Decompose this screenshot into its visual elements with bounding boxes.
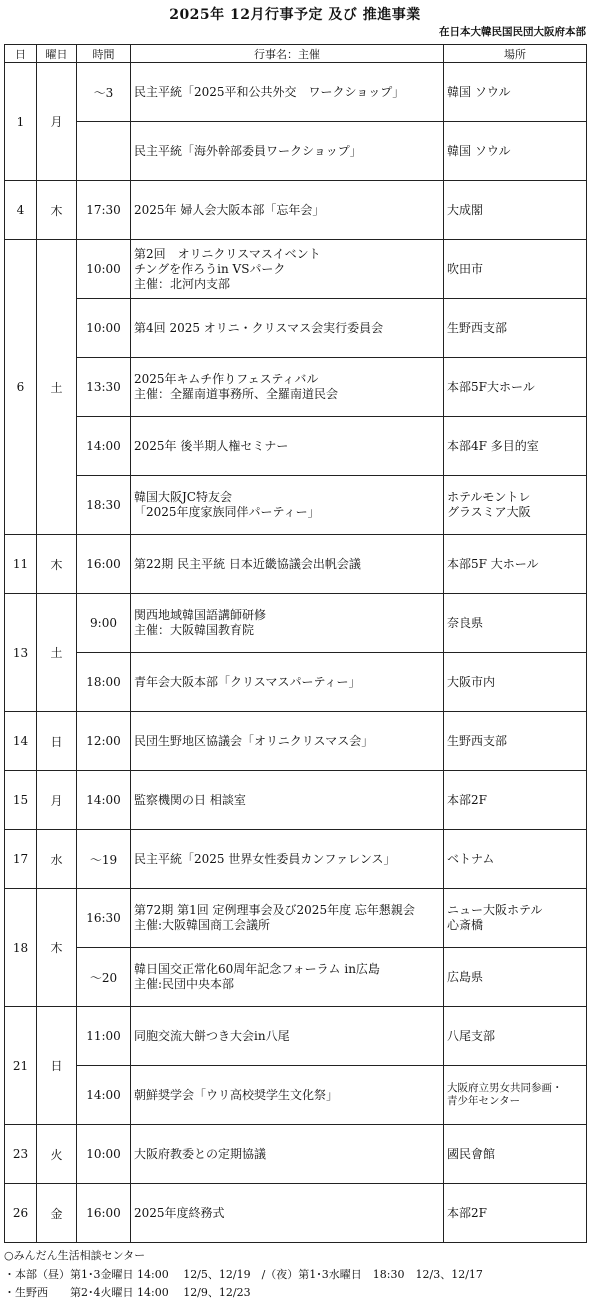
event-line: 関西地域韓国語講師研修 <box>134 608 267 622</box>
event-line: 2025年度終務式 <box>134 1205 225 1220</box>
event-line: 第22期 民主平統 日本近畿協議会出帆会議 <box>134 556 361 571</box>
table-row <box>5 1184 587 1243</box>
weekday-cell: 日 <box>37 712 77 771</box>
table-row <box>5 1066 587 1125</box>
event-line: 第2回 オリニクリスマスイベント <box>134 246 321 261</box>
weekday-cell: 木 <box>37 181 77 240</box>
place-line: 韓国 ソウル <box>447 84 511 99</box>
schedule-table <box>4 44 587 1243</box>
table-row <box>5 122 587 181</box>
place-line: 生野西支部 <box>447 733 508 748</box>
weekday-cell: 金 <box>37 1184 77 1243</box>
day-cell: 18 <box>5 889 37 1007</box>
day-cell: 13 <box>5 594 37 712</box>
time-cell: 11:00 <box>77 1007 131 1066</box>
event-line: 第72期 第1回 定例理事会及び2025年度 忘年懇親会 <box>134 903 415 917</box>
event-line: 民主平統「2025 世界女性委員カンファレンス」 <box>134 851 396 866</box>
place-cell <box>444 476 587 535</box>
table-row <box>5 771 587 830</box>
weekday-cell: 火 <box>37 1125 77 1184</box>
event-line: 青年会大阪本部「クリスマスパーティー」 <box>134 674 361 689</box>
place-line: 本部5F大ホール <box>447 379 535 394</box>
event-line: 監察機関の日 相談室 <box>134 792 246 807</box>
place-cell <box>444 535 587 594</box>
table-row <box>5 358 587 417</box>
event-cell <box>131 240 444 299</box>
time-cell <box>77 122 131 181</box>
footer-heading: ○みんだん生活相談センター <box>4 1249 146 1262</box>
time-cell: ～20 <box>77 948 131 1007</box>
time-cell: 16:30 <box>77 889 131 948</box>
time-cell: ～19 <box>77 830 131 889</box>
weekday-cell: 木 <box>37 889 77 1007</box>
time-cell: 10:00 <box>77 240 131 299</box>
event-cell <box>131 712 444 771</box>
event-cell <box>131 1007 444 1066</box>
place-line: ベトナム <box>447 851 495 866</box>
event-cell <box>131 594 444 653</box>
place-line: 八尾支部 <box>447 1028 496 1043</box>
place-cell <box>444 1007 587 1066</box>
time-cell: 14:00 <box>77 417 131 476</box>
place-line: 本部2F <box>447 1205 487 1220</box>
footer-line-2: ・生野西 第2･4火曜日 14:00 12/9、12/23 <box>4 1286 251 1299</box>
event-cell <box>131 830 444 889</box>
event-cell <box>131 1125 444 1184</box>
place-cell <box>444 712 587 771</box>
event-line: 韓国大阪JC特友会 <box>134 490 232 504</box>
time-cell: 14:00 <box>77 1066 131 1125</box>
place-cell <box>444 299 587 358</box>
event-line: 主催：大阪韓国教育院 <box>134 623 255 637</box>
place-cell <box>444 830 587 889</box>
place-line: 青少年センター <box>447 1095 521 1107</box>
place-cell <box>444 653 587 712</box>
weekday-cell: 土 <box>37 240 77 535</box>
day-cell: 21 <box>5 1007 37 1125</box>
table-row <box>5 181 587 240</box>
time-cell: 17:30 <box>77 181 131 240</box>
event-line: 民団生野地区協議会「オリニクリスマス会」 <box>134 733 374 748</box>
table-row <box>5 889 587 948</box>
table-row <box>5 1125 587 1184</box>
event-line: 主催：北河内支部 <box>134 276 231 291</box>
table-header-row <box>5 45 587 63</box>
event-line: 同胞交流大餅つき大会in八尾 <box>134 1028 290 1043</box>
time-cell: 18:00 <box>77 653 131 712</box>
header-weekday: 曜日 <box>37 45 77 63</box>
event-line: 大阪府教委との定期協議 <box>134 1146 267 1161</box>
day-cell: 23 <box>5 1125 37 1184</box>
place-cell <box>444 240 587 299</box>
event-cell <box>131 417 444 476</box>
event-line: 主催:民団中央本部 <box>134 977 235 991</box>
place-line: 本部4F 多目的室 <box>447 438 539 453</box>
event-cell <box>131 889 444 948</box>
table-row <box>5 63 587 122</box>
event-line: 民主平統「海外幹部委員ワークショップ」 <box>134 143 362 158</box>
place-cell <box>444 594 587 653</box>
weekday-cell: 月 <box>37 63 77 181</box>
event-line: チングを作ろうin VSパーク <box>134 261 286 276</box>
place-line: 大成閣 <box>447 202 484 217</box>
place-cell <box>444 1066 587 1125</box>
day-cell: 26 <box>5 1184 37 1243</box>
day-cell: 17 <box>5 830 37 889</box>
time-cell: 9:00 <box>77 594 131 653</box>
weekday-cell: 日 <box>37 1007 77 1125</box>
organization-name: 在日本大韓民国民団大阪府本部 <box>439 26 586 38</box>
time-cell: 18:30 <box>77 476 131 535</box>
time-cell: 10:00 <box>77 299 131 358</box>
page-title: 2025年 12月行事予定 及び 推進事業 <box>169 7 421 23</box>
table-row <box>5 948 587 1007</box>
place-line: 心斎橋 <box>447 918 484 932</box>
event-line: 2025年キムチ作りフェスティバル <box>134 372 319 386</box>
event-line: 民主平統「2025平和公共外交 ワークショップ」 <box>134 84 405 99</box>
place-cell <box>444 63 587 122</box>
header-place: 場所 <box>444 45 587 63</box>
event-cell <box>131 1066 444 1125</box>
weekday-cell: 月 <box>37 771 77 830</box>
event-cell <box>131 771 444 830</box>
table-row <box>5 535 587 594</box>
time-cell: 12:00 <box>77 712 131 771</box>
place-cell <box>444 771 587 830</box>
event-cell <box>131 476 444 535</box>
place-line: 生野西支部 <box>447 320 508 335</box>
day-cell: 11 <box>5 535 37 594</box>
day-cell: 6 <box>5 240 37 535</box>
event-line: 第4回 2025 オリニ・クリスマス会実行委員会 <box>134 320 384 335</box>
place-line: 吹田市 <box>447 261 484 276</box>
time-cell: 16:00 <box>77 1184 131 1243</box>
place-line: 広島県 <box>447 969 484 984</box>
schedule-body <box>5 63 587 1243</box>
time-cell: ～3 <box>77 63 131 122</box>
place-cell <box>444 122 587 181</box>
table-row <box>5 417 587 476</box>
event-cell <box>131 63 444 122</box>
table-row <box>5 240 587 299</box>
table-row <box>5 594 587 653</box>
place-line: グラスミア大阪 <box>447 505 531 519</box>
event-line: 「2025年度家族同伴パーティー」 <box>134 505 320 519</box>
weekday-cell: 木 <box>37 535 77 594</box>
day-cell: 15 <box>5 771 37 830</box>
event-line: 主催:大阪韓国商工会議所 <box>134 918 271 932</box>
place-line: 本部5F 大ホール <box>447 556 539 571</box>
place-line: ニュー大阪ホテル <box>447 903 543 917</box>
weekday-cell: 土 <box>37 594 77 712</box>
event-cell <box>131 358 444 417</box>
place-line: 奈良県 <box>447 615 484 630</box>
place-line: 本部2F <box>447 792 487 807</box>
table-row <box>5 476 587 535</box>
place-cell <box>444 1184 587 1243</box>
event-line: 韓日国交正常化60周年記念フォーラム in広島 <box>134 962 380 976</box>
weekday-cell: 水 <box>37 830 77 889</box>
footer-line-1: ・本部（昼）第1･3金曜日 14:00 12/5、12/19 /（夜）第1･3水曜日 18:30 12/3、12/17 <box>4 1268 483 1281</box>
event-cell <box>131 122 444 181</box>
time-cell: 14:00 <box>77 771 131 830</box>
event-line: 2025年 婦人会大阪本部「忘年会」 <box>134 202 325 217</box>
event-cell <box>131 1184 444 1243</box>
header-time: 時間 <box>77 45 131 63</box>
place-line: 國民會館 <box>447 1146 496 1161</box>
place-cell <box>444 181 587 240</box>
place-cell <box>444 948 587 1007</box>
table-row <box>5 830 587 889</box>
place-cell <box>444 358 587 417</box>
table-row <box>5 712 587 771</box>
event-cell <box>131 535 444 594</box>
place-line: 大阪府立男女共同参画・ <box>447 1082 563 1094</box>
event-cell <box>131 181 444 240</box>
place-line: 韓国 ソウル <box>447 143 511 158</box>
table-row <box>5 299 587 358</box>
place-cell <box>444 889 587 948</box>
event-line: 朝鮮奨学会「ウリ高校奨学生文化祭」 <box>134 1087 339 1102</box>
place-cell <box>444 1125 587 1184</box>
time-cell: 16:00 <box>77 535 131 594</box>
place-cell <box>444 417 587 476</box>
place-line: 大阪市内 <box>447 674 496 689</box>
header-day: 日 <box>5 45 37 63</box>
event-cell <box>131 653 444 712</box>
table-row <box>5 653 587 712</box>
time-cell: 10:00 <box>77 1125 131 1184</box>
day-cell: 14 <box>5 712 37 771</box>
event-line: 2025年 後半期人権セミナー <box>134 438 289 453</box>
event-line: 主催：全羅南道事務所、全羅南道民会 <box>134 387 339 401</box>
day-cell: 1 <box>5 63 37 181</box>
table-row <box>5 1007 587 1066</box>
time-cell: 13:30 <box>77 358 131 417</box>
header-event: 行事名：主催 <box>131 45 444 63</box>
event-cell <box>131 299 444 358</box>
place-line: ホテルモントレ <box>447 490 531 504</box>
event-cell <box>131 948 444 1007</box>
day-cell: 4 <box>5 181 37 240</box>
